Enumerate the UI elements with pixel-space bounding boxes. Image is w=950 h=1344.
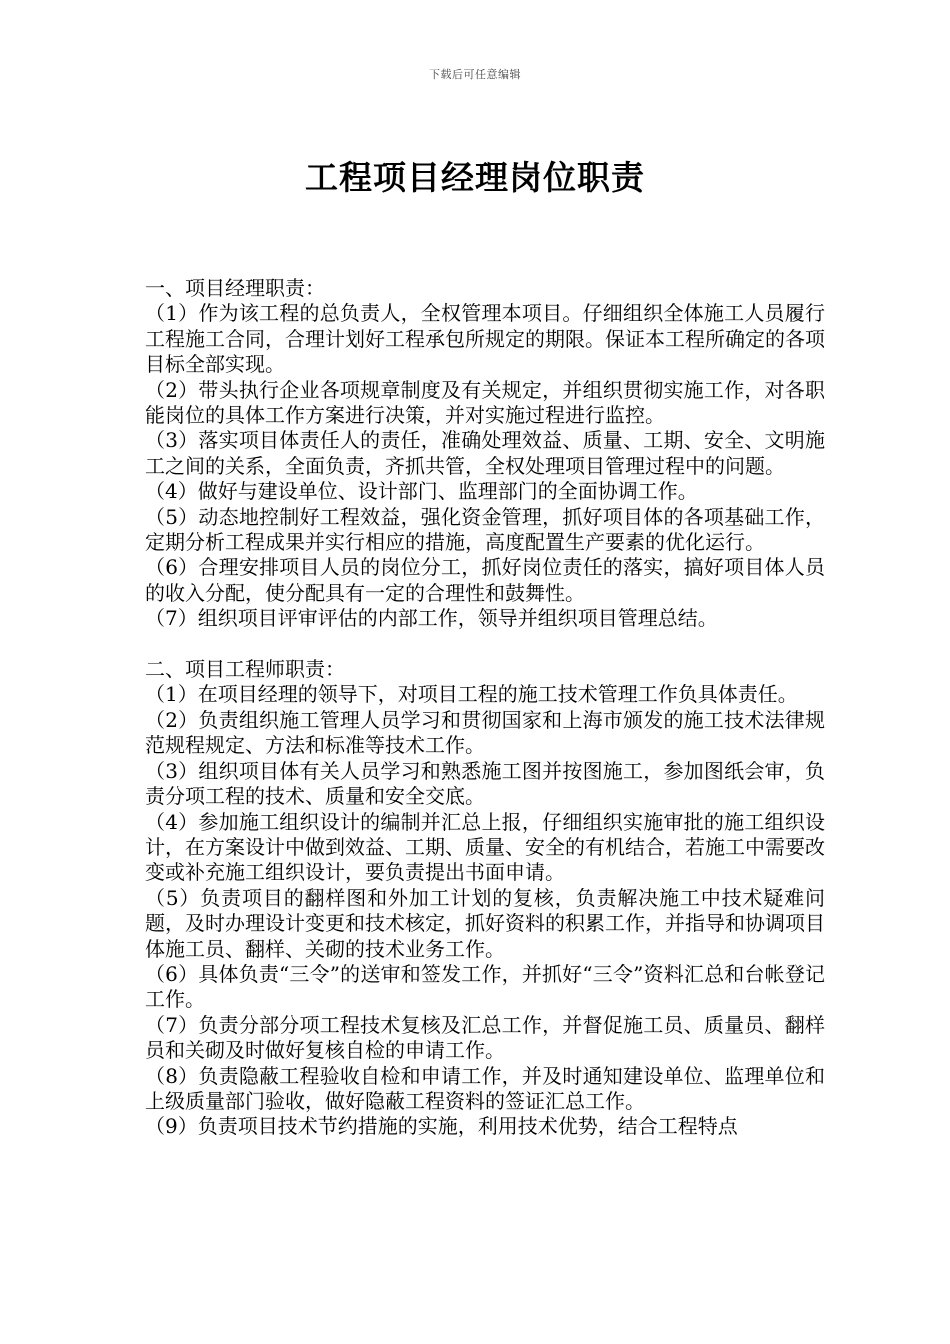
- duty-item: （4）做好与建设单位、设计部门、监理部门的全面协调工作。: [145, 479, 698, 504]
- duty-item: （8）负责隐蔽工程验收自检和申请工作，并及时通知建设单位、监理单位和上级质量部门验收，做好隐蔽工程资料的签证汇总工作。: [145, 1063, 825, 1113]
- duty-item: （1）在项目经理的领导下，对项目工程的施工技术管理工作负具体责任。: [145, 682, 798, 707]
- duty-item: （2）带头执行企业各项规章制度及有关规定，并组织贯彻实施工作，对各职能岗位的具体工作方案进行决策，并对实施过程进行监控。: [145, 377, 825, 428]
- duty-item: （6）合理安排项目人员的岗位分工，抓好岗位责任的落实，搞好项目体人员的收入分配，使分配具有一定的合理性和鼓舞性。: [145, 555, 825, 605]
- duty-item: （4）参加施工组织设计的编制并汇总上报，仔细组织实施审批的施工组织设计，在方案设计中做到效益、工期、质量、安全的有机结合，若施工中需要改变或补充施工组织设计，要负责提出书面申请。: [145, 809, 825, 885]
- duty-item: （7）负责分部分项工程技术复核及汇总工作，并督促施工员、质量员、翻样员和关砌及时做好复核自检的申请工作。: [145, 1012, 825, 1063]
- document-title: 工程项目经理岗位职责: [305, 158, 645, 197]
- duty-item: （9）负责项目技术节约措施的实施，利用技术优势，结合工程特点: [145, 1114, 738, 1139]
- duty-item: （3）组织项目体有关人员学习和熟悉施工图并按图施工，参加图纸会审，负责分项工程的技术、质量和安全交底。: [145, 758, 825, 809]
- duty-item: （7）组织项目评审评估的内部工作，领导并组织项目管理总结。: [145, 606, 718, 631]
- duty-item: （2）负责组织施工管理人员学习和贯彻国家和上海市颁发的施工技术法律规范规程规定、方法和标准等技术工作。: [145, 707, 825, 758]
- document-body: [145, 276, 825, 1165]
- section-project-engineer: [145, 657, 825, 1140]
- duty-item: （5）动态地控制好工程效益，强化资金管理，抓好项目体的各项基础工作，定期分析工程成果并实行相应的措施，高度配置生产要素的优化运行。: [145, 504, 825, 555]
- duty-item: （1）作为该工程的总负责人，全权管理本项目。仔细组织全体施工人员履行工程施工合同，合理计划好工程承包所规定的期限。保证本工程所确定的各项目标全部实现。: [145, 301, 825, 377]
- duty-item: （6）具体负责“三令”的送审和签发工作，并抓好“三令”资料汇总和台帐登记工作。: [145, 961, 825, 1012]
- section-heading: 二、项目工程师职责：: [145, 657, 345, 682]
- section-heading: 一、项目经理职责：: [145, 276, 325, 300]
- section-project-manager: [145, 276, 825, 632]
- duty-item: （5）负责项目的翻样图和外加工计划的复核，负责解决施工中技术疑难问题，及时办理设计变更和技术核定，抓好资料的积累工作，并指导和协调项目体施工员、翻样、关砌的技术业务工作。: [145, 885, 825, 961]
- header-note: 下载后可任意编辑: [429, 68, 521, 81]
- duty-item: （3）落实项目体责任人的责任，准确处理效益、质量、工期、安全、文明施工之间的关系，全面负责，齐抓共管，全权处理项目管理过程中的问题。: [145, 428, 825, 478]
